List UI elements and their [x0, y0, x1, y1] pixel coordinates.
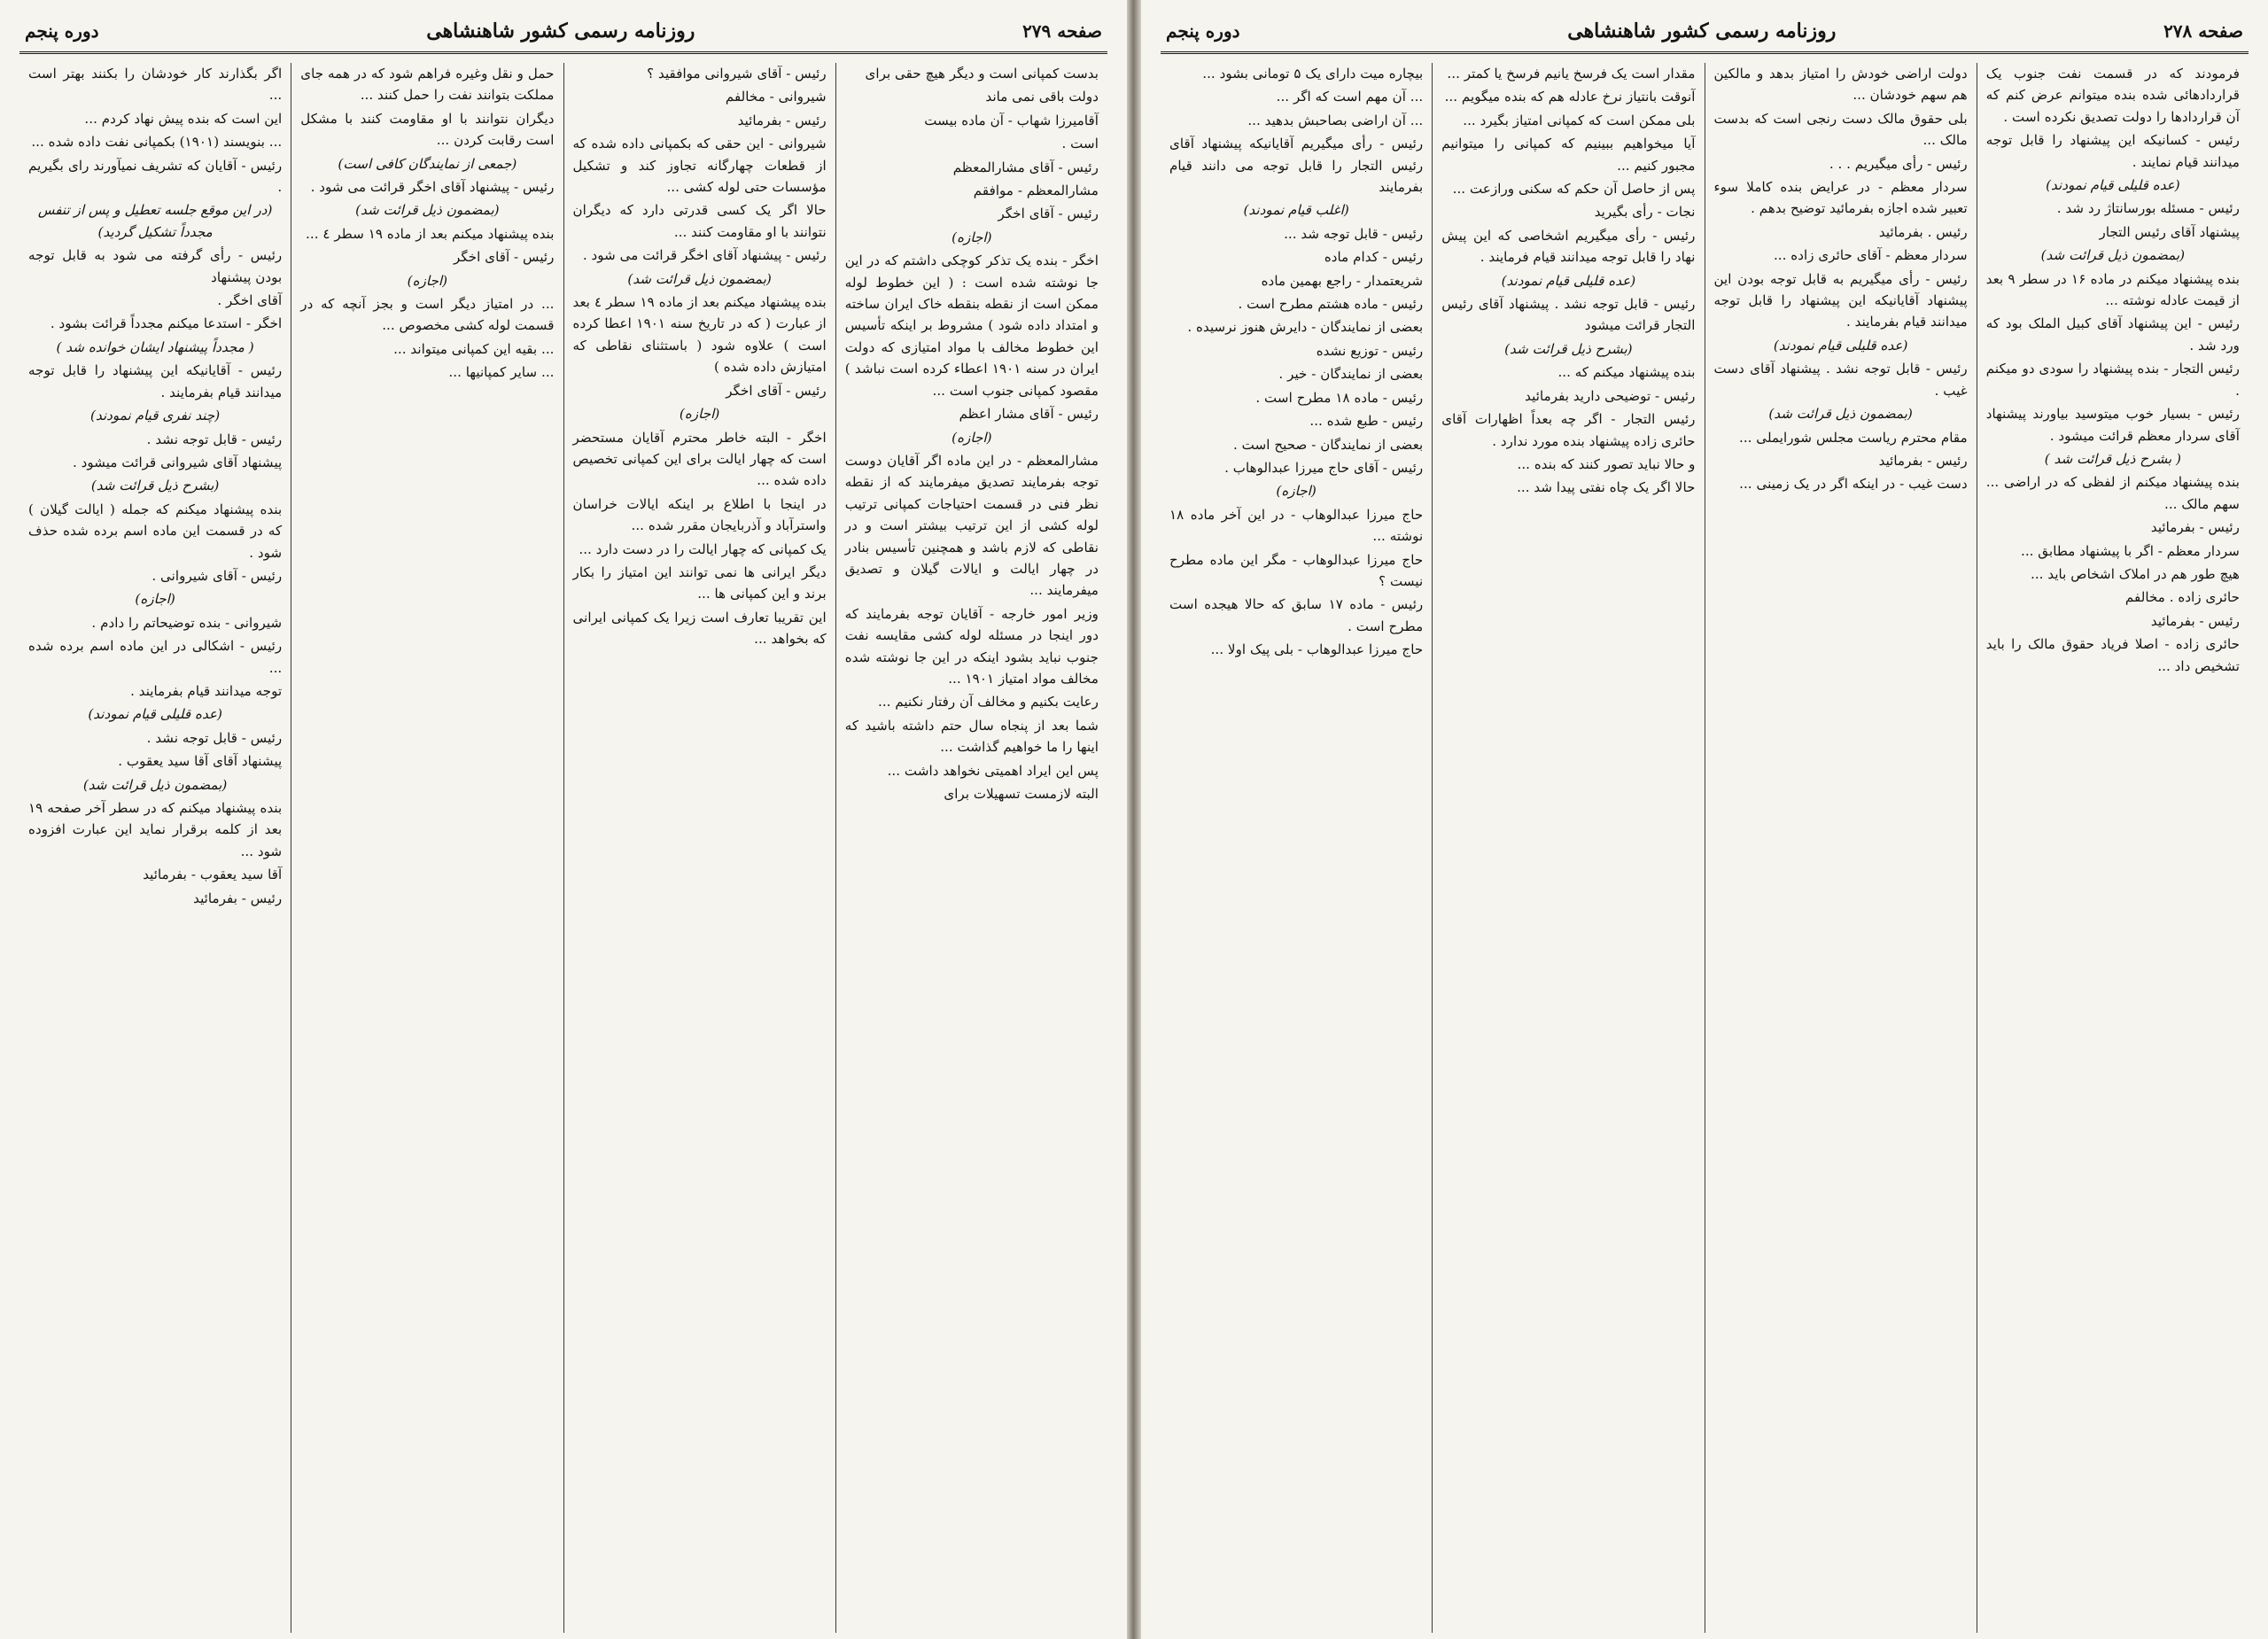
paragraph: (عده قلیلی قیام نمودند): [88, 706, 222, 723]
paragraph: (بمضمون ذیل قرائت شد): [1768, 406, 1913, 423]
paragraph: (اجازه): [407, 272, 448, 289]
paragraph: (اجازه): [951, 229, 992, 245]
paragraph: ... در امتیاز دیگر است و بجز آنچه که در قسمت لوله کشی مخصوص ...: [300, 296, 555, 334]
paragraph: رئیس - قابل توجه نشد . پیشنهاد آقای رئیس التجار قرائت میشود: [1441, 296, 1696, 334]
paragraph: آیا میخواهیم ببینیم که کمپانی را میتوانیم مجبور کنیم ...: [1441, 136, 1696, 174]
paragraph: رئیس التجار - اگر چه بعداً اظهارات آقای حائری زاده پیشنهاد بنده مورد ندارد .: [1441, 411, 1696, 449]
paragraph: (عده قلیلی قیام نمودند): [1501, 272, 1636, 289]
paragraph: رئیس - آقای اخگر: [726, 382, 827, 399]
text-column: [1161, 63, 1432, 1633]
paragraph: رئیس - رأی میگیریم به قابل توجه بودن این پیشنهاد آقایانیکه این پیشنهاد را قابل توجه میدانند قیام بفرمایند .: [1713, 270, 1968, 330]
text-column: [835, 63, 1107, 1633]
paragraph: پیشنهاد آقای آقا سید یعقوب .: [118, 753, 283, 770]
paragraph: ... آن اراضی بصاحبش بدهید ...: [1247, 112, 1424, 128]
paragraph: شما بعد از پنجاه سال حتم داشته باشید که اینها را ما خواهیم گذاشت ...: [844, 717, 1099, 756]
paragraph: پس این ایراد اهمیتی نخواهد داشت ...: [887, 762, 1099, 779]
paragraph: رئیس - آقای مشارالمعظم: [952, 159, 1099, 175]
paragraph: (بشرح ذیل قرائت شد): [1504, 340, 1633, 357]
paragraph: (بمضمون ذیل قرائت شد): [627, 270, 772, 287]
paragraph: (بمضمون ذیل قرائت شد): [2040, 247, 2186, 264]
paragraph: رئیس - بفرمائید: [737, 112, 827, 128]
paragraph: اگر بگذارند کار خودشان را بکنند بهتر است ...: [28, 66, 283, 104]
page-header: [19, 16, 1107, 54]
paragraph: رئیس - توزیع نشده: [1316, 342, 1424, 359]
paragraph: این تقریبا تعارف است زیرا یک کمپانی ایرانی که بخواهد ...: [572, 609, 827, 648]
paragraph: رئیس - آقایانیکه این پیشنهاد را قابل توجه میدانند قیام بفرمایند .: [28, 362, 283, 400]
paragraph: آقای اخگر .: [217, 292, 283, 309]
paragraph: شریعتمدار - راجع بهمین ماده: [1261, 272, 1424, 289]
paragraph: حائری زاده - اصلا فریاد حقوق مالک را باید تشخیص داد ...: [1985, 636, 2240, 674]
paragraph: رعایت بکنیم و مخالف آن رفتار نکنیم ...: [878, 694, 1099, 711]
paragraph: (جمعی از نمایندگان کافی است): [338, 155, 517, 172]
paragraph: مقام محترم ریاست مجلس شورایملی ...: [1739, 429, 1968, 446]
paragraph: رئیس - رأی گرفته می شود به قابل توجه بودن پیشنهاد: [28, 247, 283, 285]
paragraph: رئیس - ماده ۱۷ سابق که حالا هیجده است مطرح است .: [1169, 596, 1424, 634]
paragraph: ... بنویسند (۱۹۰۱) بکمپانی نفت داده شده ...: [31, 134, 283, 151]
paragraph: رئیس - بفرمائید: [2150, 519, 2240, 536]
paragraph: (بمضمون ذیل قرائت شد): [355, 202, 500, 219]
volume-label: دوره پنجم: [1166, 20, 1240, 42]
paragraph: رئیس - کسانیکه این پیشنهاد را قابل توجه میدانند قیام نمایند .: [1985, 132, 2240, 170]
paragraph: بیچاره میت دارای یک ۵ تومانی بشود ...: [1202, 66, 1424, 82]
paragraph: آنوقت بانتیاز نرخ عادله هم که بنده میگویم ...: [1444, 89, 1696, 105]
right-newspaper-page: [1141, 0, 2268, 1639]
paragraph: یک کمپانی که چهار ایالت را در دست دارد ...: [579, 540, 827, 557]
paragraph: دست غیب - در اینکه اگر در یک زمینی ...: [1739, 476, 1968, 493]
paragraph: پیشنهاد آقای رئیس التجار: [2099, 223, 2240, 240]
text-column: [1977, 63, 2249, 1633]
paragraph: رئیس - کدام ماده: [1324, 249, 1424, 266]
paragraph: دیگر ایرانی ها نمی توانند این امتیاز را بکار برند و این کمپانی ها ...: [572, 563, 827, 602]
paragraph: بنده پیشنهاد میکنم از لفظی که در اراضی ... سهم مالک ...: [1985, 474, 2240, 512]
paragraph: رئیس - آقایان که تشریف نمیآورند رای بگیریم .: [28, 157, 283, 196]
paragraph: رئیس - طبع شده ...: [1309, 413, 1424, 430]
paragraph: دولت اراضی خودش را امتیاز بدهد و مالکین هم سهم خودشان ...: [1713, 66, 1968, 104]
paragraph: سردار معظم - اگر با پیشنهاد مطابق ...: [2021, 542, 2240, 559]
paragraph: البته لازمست تسهیلات برای: [944, 786, 1099, 802]
paragraph: رئیس - رأی میگیریم . . .: [1829, 155, 1968, 172]
paragraph: رئیس - پیشنهاد آقای اخگر قرائت می شود .: [582, 247, 827, 264]
paragraph: مقدار است یک فرسخ یانیم فرسخ یا کمتر ...: [1447, 66, 1696, 82]
newspaper-title: روزنامه رسمی کشور شاهنشاهی: [426, 19, 695, 43]
paragraph: حاج میرزا عبدالوهاب - در این آخر ماده ۱۸ نوشته ...: [1169, 506, 1424, 545]
paragraph: رئیس - اشکالی در این ماده اسم برده شده ...: [28, 638, 283, 676]
paragraph: حائری زاده . مخالفم: [2124, 589, 2240, 606]
paragraph: وزیر امور خارجه - آقایان توجه بفرمایند که دور اینجا در مسئله لوله کشی مقایسه نفت جنوب نباید بشود اینکه در این جا نوشته شده مخالف مواد امتیاز ۱۹۰۱ ...: [844, 605, 1099, 687]
page-number: صفحه ۲۷۸: [2163, 20, 2243, 42]
left-newspaper-page: [0, 0, 1127, 1639]
paragraph: حالا اگر یک چاه نفتی پیدا شد ...: [1517, 479, 1696, 496]
paragraph: (عده قلیلی قیام نمودند): [1773, 337, 1908, 353]
paragraph: (اجازه): [951, 429, 992, 446]
paragraph: رئیس - این پیشنهاد آقای کبیل الملک بود که ورد شد .: [1985, 315, 2240, 353]
paragraph: و حالا نباید تصور کنند که بنده ...: [1517, 455, 1696, 472]
paragraph: رئیس - بفرمائید: [1878, 452, 1968, 469]
paragraph: (بشرح ذیل قرائت شد): [90, 478, 220, 494]
page-header: [1161, 16, 2249, 54]
paragraph: در اینجا با اطلاع بر اینکه ایالات خراسان واسترآباد و آذربایجان مقرر شده ...: [572, 495, 827, 534]
paragraph: بلی حقوق مالک دست رنجی است که بدست مالک ...: [1713, 110, 1968, 149]
volume-label: دوره پنجم: [25, 20, 99, 42]
paragraph: شیروانی - بنده توضیحاتم را دادم .: [91, 614, 283, 631]
columns: [1161, 63, 2249, 1633]
paragraph: آقامیرزا شهاب - آن ماده بیست: [924, 112, 1099, 128]
paragraph: رئیس . بفرمائید: [1878, 223, 1968, 240]
paragraph: رئیس - بسیار خوب میتوسید بیاورند پیشنهاد آقای سردار معظم قرائت میشود .: [1985, 406, 2240, 444]
paragraph: رئیس - توضیحی دارید بفرمائید: [1525, 387, 1696, 404]
paragraph: (اجازه): [679, 406, 720, 423]
paragraph: رئیس - قابل توجه شد ...: [1284, 225, 1424, 242]
paragraph: بنده پیشنهاد میکنم که ...: [1557, 364, 1696, 381]
paragraph: شیروانی - این حقی که بکمپانی داده شده که از قطعات چهارگانه تجاوز کند و تشکیل مؤسسات حتی لوله کشی ...: [572, 136, 827, 196]
paragraph: رئیس - مسئله بورسانتاژ رد شد .: [2056, 200, 2240, 217]
paragraph: اخگر - البته خاطر محترم آقایان مستحضر است که چهار ایالت برای این کمپانی تخصیص داده شده ...: [572, 429, 827, 489]
page-gutter: [1127, 0, 1141, 1639]
paragraph: مشارالمعظم - در این ماده اگر آقایان دوست توجه بفرمایند تصدیق میفرمایند که از نقطه نظر فنی در قسمت احتیاجات کمپانی ترتیب لوله کشی از این ترتیب بیشتر است و در نقاطی که لازم باشد و همچنین تأسیس بنادر در چهار ایالت و ایالات گیلان و تصدیق میفرمایند ...: [844, 452, 1099, 599]
paragraph: رئیس التجار - بنده پیشنهاد را سودی دو میکنم .: [1985, 361, 2240, 399]
paragraph: شیروانی - مخالفم: [725, 89, 827, 105]
paragraph: رئیس - قابل توجه نشد .: [146, 729, 283, 746]
paragraph: (اجازه): [1276, 483, 1317, 500]
paragraph: آقا سید یعقوب - بفرمائید: [143, 866, 283, 883]
paragraph: ... آن مهم است که اگر ...: [1276, 89, 1424, 105]
paragraph: ( مجدداً پیشنهاد ایشان خوانده شد ): [56, 338, 254, 355]
paragraph: (اغلب قیام نمودند): [1243, 202, 1349, 219]
paragraph: (عده قلیلی قیام نمودند): [2046, 177, 2180, 194]
paragraph: اخگر - استدعا میکنم مجدداً قرائت بشود .: [50, 315, 283, 332]
text-column: [19, 63, 291, 1633]
paragraph: حاج میرزا عبدالوهاب - بلی پیک اولا ...: [1210, 641, 1424, 658]
paragraph: رئیس - آقای اخگر: [998, 206, 1099, 222]
paragraph: فرمودند که در قسمت نفت جنوب یک قراردادهائی شده بنده میتوانم عرض کنم که آن قراردادها را دولت تصدیق نکرده است .: [1985, 66, 2240, 125]
paragraph: ( بشرح ذیل قرائت شد ): [2044, 450, 2181, 467]
paragraph: بعضی از نمایندگان - صحیح است .: [1233, 436, 1424, 453]
paragraph: توجه میدانند قیام بفرمایند .: [130, 682, 283, 699]
paragraph: مشارالمعظم - موافقم: [973, 183, 1099, 199]
paragraph: رئیس - بفرمائید: [2150, 612, 2240, 629]
paragraph: بنده پیشنهاد میکنم در ماده ۱۶ در سطر ۹ بعد از قیمت عادله نوشته ...: [1985, 270, 2240, 309]
paragraph: حالا اگر یک کسی قدرتی دارد که دیگران نتوانند با او مقاومت کنند ...: [572, 202, 827, 240]
paragraph: این است که بنده پیش نهاد کردم ...: [84, 110, 283, 127]
paragraph: (چند نفری قیام نمودند): [90, 408, 221, 424]
paragraph: پیشنهاد آقای شیروانی قرائت میشود .: [72, 454, 283, 470]
paragraph: رئیس - قابل توجه نشد .: [146, 431, 283, 447]
page-number: صفحه ۲۷۹: [1022, 20, 1102, 42]
paragraph: رئیس - آقای مشار اعظم: [959, 406, 1099, 423]
paragraph: اخگر - بنده یک تذکر کوچکی داشتم که در این جا نوشته شده است : ( این خطوط لوله ممکن است از نقطه بنقطه خاک ایران ساخته و امتداد داده شود ) مشروط بر اینکه تأسیس این خطوط مخالف با مواد امتیازی که دولت ایران در سنه ۱۹۰۱ اعطاء کرده است نباشد ) مقصود کمپانی جنوب است ...: [844, 252, 1099, 399]
paragraph: ... سایر کمپانیها ...: [448, 364, 555, 381]
paragraph: حاج میرزا عبدالوهاب - مگر این ماده مطرح نیست ؟: [1169, 551, 1424, 589]
text-column: [1705, 63, 1977, 1633]
text-column: [1432, 63, 1704, 1633]
paragraph: رئیس - آقای شیروانی موافقید ؟: [647, 66, 827, 82]
paragraph: رئیس - بفرمائید: [193, 889, 283, 906]
paragraph: بنده پیشنهاد میکنم که جمله ( ایالت گیلان ) که در قسمت این ماده اسم برده شده حذف شود .: [28, 501, 283, 561]
paragraph: (اجازه): [135, 591, 175, 608]
columns: [19, 63, 1107, 1633]
paragraph: سردار معظم - آقای حائری زاده ...: [1773, 247, 1968, 264]
paragraph: رئیس - آقای اخگر: [454, 249, 555, 266]
paragraph: رئیس - ماده هشتم مطرح است .: [1238, 296, 1424, 313]
paragraph: (در این موقع جلسه تعطیل و پس از تنفس مجدداً تشکیل گردید): [37, 202, 273, 240]
paragraph: حمل و نقل وغیره فراهم شود که در همه جای مملکت بتوانند نفت را حمل کنند ...: [300, 66, 555, 104]
paragraph: رئیس - قابل توجه نشد . پیشنهاد آقای دست غیب .: [1713, 361, 1968, 399]
paragraph: سردار معظم - در عرایض بنده کاملا سوء تعبیر شده اجازه بفرمائید توضیح بدهم .: [1713, 179, 1968, 217]
paragraph: هیچ طور هم در املاک اشخاص باید ...: [2031, 565, 2240, 582]
paragraph: رئیس - ماده ۱۸ مطرح است .: [1255, 389, 1424, 406]
paragraph: بنده پیشنهاد میکنم که در سطر آخر صفحه ۱۹ بعد از کلمه برقرار نماید این عبارت افزوده شود ...: [28, 800, 283, 859]
paragraph: بلی ممکن است که کمپانی امتیاز بگیرد ...: [1463, 112, 1696, 128]
paragraph: رئیس - آقای شیروانی .: [151, 567, 283, 584]
paragraph: بدست کمپانی است و دیگر هیچ حقی برای: [865, 66, 1099, 82]
paragraph: پس از حاصل آن حکم که سکنی ورازعت ...: [1452, 181, 1696, 198]
paragraph: است .: [1061, 136, 1099, 152]
paragraph: ... بقیه این کمپانی میتواند ...: [393, 340, 555, 357]
paragraph: بنده پیشنهاد میکنم بعد از ماده ۱۹ سطر ٤ بعد از عبارت ( که در تاریخ سنه ۱۹۰۱ اعطا کرده است ) علاوه شود ( باستثنای نقاطی که امتیازش داده شده ): [572, 294, 827, 376]
paragraph: رئیس - رأی میگیریم آقایانیکه پیشنهاد آقای رئیس التجار را قابل توجه می دانند قیام بفرمایند: [1169, 136, 1424, 196]
paragraph: نجات - رأی بگیرید: [1594, 204, 1696, 221]
paragraph: رئیس - آقای حاج میرزا عبدالوهاب .: [1224, 459, 1424, 476]
paragraph: رئیس - رأی میگیریم اشخاصی که این پیش نهاد را قابل توجه میدانند قیام فرمایند .: [1441, 227, 1696, 266]
paragraph: دیگران نتوانند با او مقاومت کنند با مشکل است رقابت کردن ...: [300, 110, 555, 149]
text-column: [291, 63, 563, 1633]
paragraph: بعضی از نمایندگان - دایرش هنوز نرسیده .: [1187, 319, 1424, 336]
paragraph: بعضی از نمایندگان - خیر .: [1278, 366, 1424, 383]
paragraph: دولت باقی نمی ماند: [985, 89, 1099, 105]
paragraph: (بمضمون ذیل قرائت شد): [82, 776, 228, 793]
paragraph: رئیس - پیشنهاد آقای اخگر قرائت می شود .: [310, 179, 555, 196]
text-column: [563, 63, 835, 1633]
newspaper-title: روزنامه رسمی کشور شاهنشاهی: [1567, 19, 1837, 43]
paragraph: بنده پیشنهاد میکنم بعد از ماده ۱۹ سطر ٤ ...: [306, 225, 555, 242]
